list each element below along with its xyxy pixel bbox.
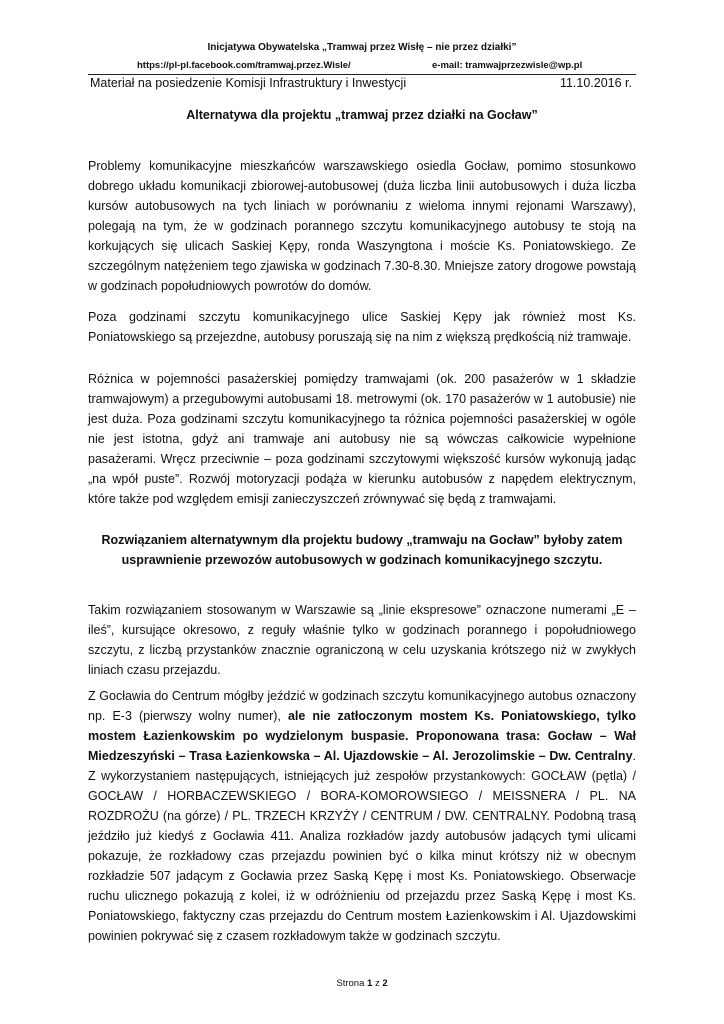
paragraph-proposed-route: [88, 686, 636, 946]
section-subheading: Rozwiązaniem alternatywnym dla projektu budowy „tramwaju na Gocław” byłoby zatem usprawnienie przewozów autobusowych w godzinach komunikacyjnego szczytu.: [101, 533, 623, 567]
header-links: [0, 60, 724, 74]
facebook-link[interactable]: https://pl-pl.facebook.com/tramwaj.przez.Wisle/: [137, 60, 351, 71]
footer-label: Strona: [336, 978, 365, 989]
paragraph-problems: Problemy komunikacyjne mieszkańców warszawskiego osiedla Gocław, pomimo stosunkowo dobrego układu komunikacji zbiorowej-autobusowej (duża liczba linii autobusowych i duża liczba kursów autobusowych na tych liniach w porównaniu z wieloma innymi rejonami Warszawy), polegają na tym, że w godzinach porannego szczytu komunikacyjnego autobusy te stoją na korkujących się ulicach Saskiej Kępy, ronda Waszyngtona i moście Ks. Poniatowskiego. Ze szczególnym natężeniem tego zjawiska w godzinach 7.30-8.30. Mniejsze zatory drogowe powstają w godzinach popołudniowych powrotów do domów.: [88, 159, 636, 293]
route-intro-text: Z Gocławia do Centrum mógłby jeździć w godzinach szczytu komunikacyjnego autobus oznaczony np. E-3 (pierwszy wolny numer),: [88, 689, 636, 723]
route-proposal-bold: ale nie zatłoczonym mostem Ks. Poniatowskiego, tylko mostem Łazienkowskim po wydzielonym buspasie. Proponowana trasa: Gocław – Wał Miedzeszyński – Trasa Łazienkowska – Al. Ujazdowskie – Al. Jerozolimskie – Dw. Centralny: [88, 709, 636, 763]
email-link[interactable]: e-mail: tramwajprzezwisle@wp.pl: [432, 60, 583, 71]
footer-total-pages: 2: [382, 978, 388, 989]
document-date: 11.10.2016 r.: [559, 76, 632, 90]
footer-separator: z: [374, 978, 380, 989]
paragraph-off-peak: Poza godzinami szczytu komunikacyjnego ulice Saskiej Kępy jak również most Ks. Poniatowskiego są przejezdne, autobusy poruszają się na nim z większą prędkością niż tramwaje.: [88, 310, 636, 344]
route-details-text: . Z wykorzystaniem następujących, istniejących już zespołów przystankowych: GOCŁAW (pętla) / GOCŁAW / HORBACZEWSKIEGO / BORA-KOMOROWSIEGO / MEISSNERA / PL. NA ROZDROŻU (na górze) / PL. TRZECH KRZYŻY / CENTRUM / DW. CENTRALNY. Podobną trasą jeździło już kiedyś z Gocławia 411. Analiza rozkładów jazdy autobusów jadących tymi ulicami pokazuje, że rozkładowy czas przejazdu powinien być o kilka minut krótszy niż w obecnym rozkładzie 507 jadącym z Gocławia przez Saską Kępę i most Ks. Poniatowskiego. Obserwacje ruchu ulicznego pokazują z kolei, iż w odróżnieniu od przejazdu przez Saską Kępę i most Ks. Poniatowskiego, faktyczny czas przejazdu do Centrum mostem Łazienkowskim i Al. Ujazdowskimi powinien pokrywać się z czasem rozkładowym także w godzinach szczytu.: [88, 749, 636, 943]
page-footer: [0, 978, 724, 989]
footer-current-page: 1: [367, 978, 373, 989]
header-divider: [88, 74, 636, 75]
header-meta: [88, 76, 636, 92]
paragraph-express-lines: Takim rozwiązaniem stosowanym w Warszawie są „linie ekspresowe” oznaczone numerami „E – ileś”, kursujące okresowo, z reguły właśnie tylko w godzinach porannego i popołudniowego szczytu, z liczbą przystanków znacznie ograniczoną w celu uzyskania krótszego niż w zwykłych liniach czasu przejazdu.: [88, 603, 636, 677]
material-note: Materiał na posiedzenie Komisji Infrastruktury i Inwestycji: [90, 76, 407, 90]
document-title: Alternatywa dla projektu „tramwaj przez działki na Gocław”: [186, 108, 538, 122]
paragraph-capacity: Różnica w pojemności pasażerskiej pomiędzy tramwajami (ok. 200 pasażerów w 1 składzie tramwajowym) a przegubowymi autobusami 18. metrowymi (ok. 170 pasażerów w 1 autobusie) nie jest duża. Poza godzinami szczytu komunikacyjnego ta różnica pojemności pasażerskiej w ogóle nie jest istotna, gdyż ani tramwaje ani autobusy nie są wówczas całkowicie wypełnione pasażerami. Wręcz przeciwnie – poza godzinami szczytowymi większość kursów wykonują jadąc „na wpół puste”. Rozwój motoryzacji podąża w kierunku autobusów z napędem elektrycznym, które także pod względem emisji zanieczyszczeń zrównywać się będą z tramwajami.: [88, 372, 636, 506]
header-initiative: Inicjatywa Obywatelska „Tramwaj przez Wisłę – nie przez działki”: [207, 42, 517, 53]
